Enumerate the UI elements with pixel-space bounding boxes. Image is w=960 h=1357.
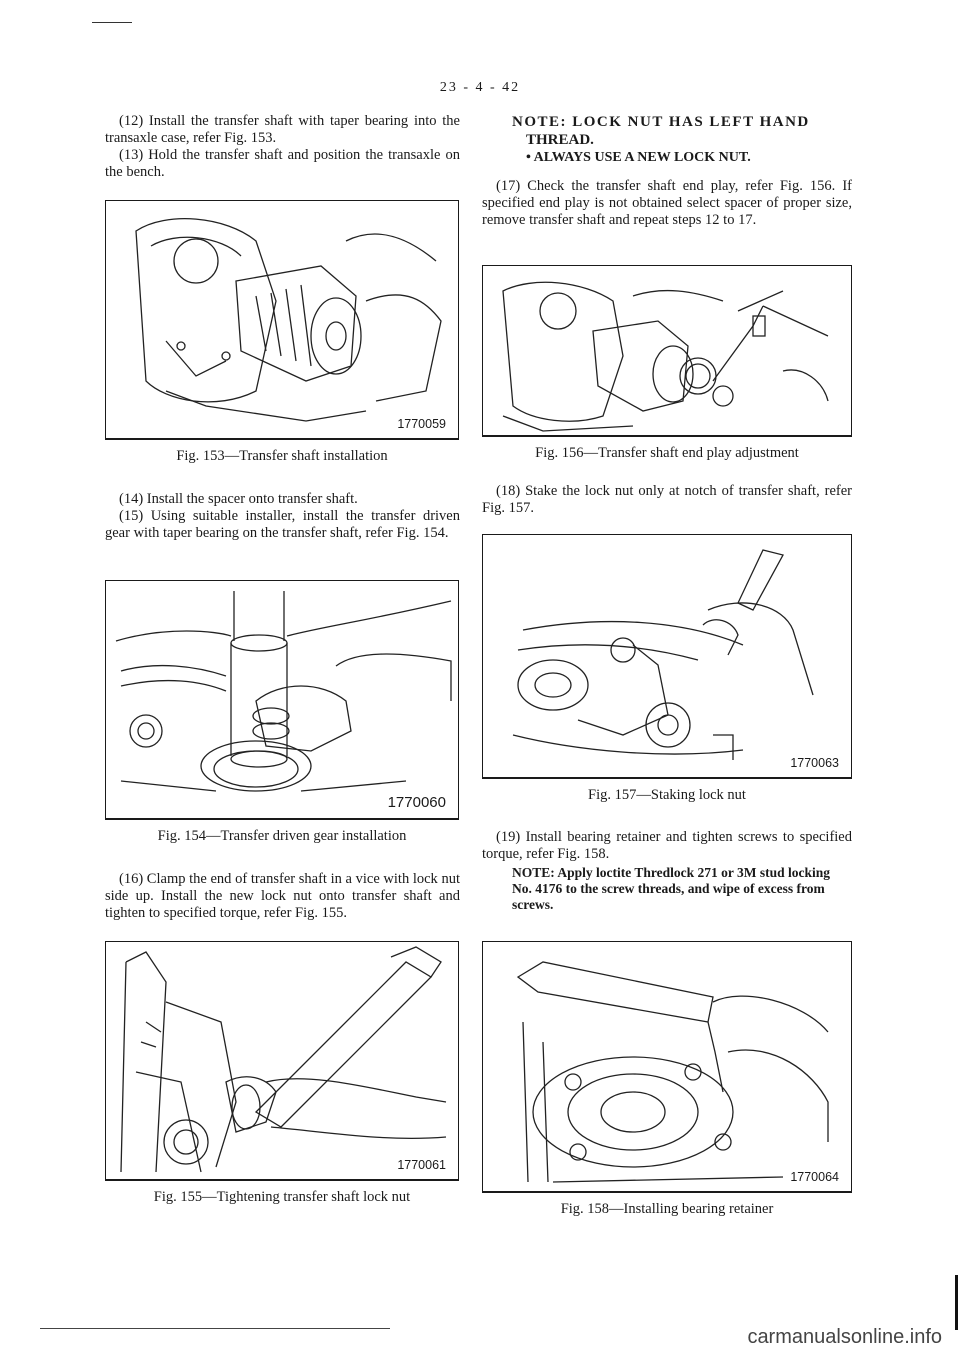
note-loctite [512, 865, 842, 913]
figure-153 [105, 200, 459, 464]
bearing-retainer-illustration [483, 942, 850, 1191]
step-16-text: (16) Clamp the end of transfer shaft in a vice with lock nut side up. Install the new lock nut onto transfer shaft and tighten to specified torque, refer Fig. 155. [105, 871, 460, 921]
note-2-text: NOTE: Apply loctite Thredlock 271 or 3M stud locking No. 4176 to the screw threads, and wipe of excess from screws. [512, 865, 831, 912]
fig-154-caption: Fig. 154—Transfer driven gear installation [157, 828, 407, 844]
end-play-illustration [483, 266, 850, 435]
note-1-line-1: NOTE: LOCK NUT HAS LEFT HAND [512, 114, 810, 130]
note-left-hand-thread [512, 113, 852, 167]
step-12-13 [105, 113, 460, 181]
figure-156 [482, 265, 852, 461]
fig-154-rule [106, 818, 458, 819]
figure-155 [105, 941, 459, 1205]
step-14-15 [105, 491, 460, 542]
figure-154 [105, 580, 459, 844]
fig-153-code: 1770059 [397, 417, 446, 431]
step-16 [105, 871, 460, 922]
step-12: (12) Install the transfer shaft with taper bearing into the transaxle case, refer Fig. 153. [105, 113, 460, 146]
fig-155-code: 1770061 [397, 1158, 446, 1172]
scan-mark [92, 22, 132, 23]
watermark[interactable]: carmanualsonline.info [747, 1326, 942, 1348]
note-1-line-3: • ALWAYS USE A NEW LOCK NUT. [526, 150, 751, 165]
step-14: (14) Install the spacer onto transfer shaft. [119, 491, 358, 507]
step-17-text: (17) Check the transfer shaft end play, refer Fig. 156. If specified end play is not obtained select spacer of proper size, remove transfer shaft and repeat steps 12 to 17. [482, 178, 852, 228]
scan-edge-bar [955, 1275, 958, 1330]
fig-157-rule [483, 777, 851, 778]
fig-154-code: 1770060 [387, 794, 446, 811]
fig-158-caption: Fig. 158—Installing bearing retainer [560, 1201, 774, 1217]
step-13: (13) Hold the transfer shaft and position the transaxle on the bench. [105, 147, 460, 180]
transfer-shaft-illustration [106, 201, 457, 438]
note-1-line-2: THREAD. [526, 132, 594, 148]
fig-156-rule [483, 435, 851, 436]
step-15: (15) Using suitable installer, install the transfer driven gear with taper bearing on the transfer shaft, refer Fig. 154. [105, 508, 460, 541]
step-19-text: (19) Install bearing retainer and tighten screws to specified torque, refer Fig. 158. [482, 829, 852, 862]
step-18-text: (18) Stake the lock nut only at notch of transfer shaft, refer Fig. 157. [482, 483, 852, 516]
fig-155-rule [106, 1179, 458, 1180]
lock-nut-illustration [106, 942, 457, 1179]
fig-157-caption: Fig. 157—Staking lock nut [588, 787, 746, 803]
step-17 [482, 178, 852, 229]
fig-158-code: 1770064 [790, 1170, 839, 1184]
footer-rule [40, 1328, 390, 1329]
figure-158 [482, 941, 852, 1217]
fig-158-rule [483, 1191, 851, 1192]
fig-155-caption: Fig. 155—Tightening transfer shaft lock nut [153, 1189, 411, 1205]
figure-157 [482, 534, 852, 803]
step-19 [482, 829, 852, 863]
page-number: 23 - 4 - 42 [439, 80, 521, 95]
fig-157-code: 1770063 [790, 756, 839, 770]
installer-illustration [106, 581, 457, 818]
fig-153-caption: Fig. 153—Transfer shaft installation [176, 448, 388, 464]
step-18 [482, 483, 852, 517]
staking-illustration [483, 535, 850, 777]
fig-153-rule [106, 438, 458, 439]
fig-156-caption: Fig. 156—Transfer shaft end play adjustment [535, 445, 799, 461]
